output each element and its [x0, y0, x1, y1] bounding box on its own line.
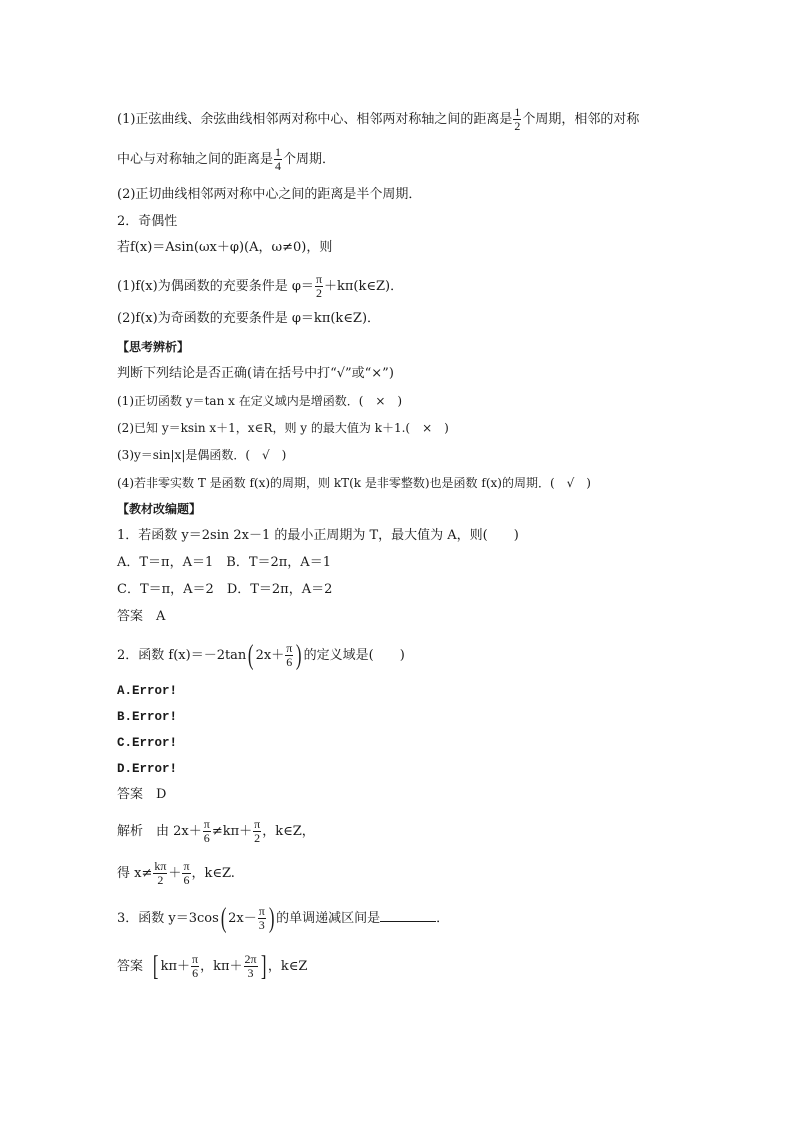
solution-line: 得 x≠ $\frac{k\pi}{2}$ ＋ $\frac{\pi}{6}$ ，k∈Z. — [117, 859, 235, 887]
text-line: 若f(x)＝Asin(ωx＋φ)(A，ω≠0)，则 — [117, 240, 333, 255]
text-line: (1)f(x)为偶函数的充要条件是 φ＝ $\frac{\pi}{2}$ ＋kπ(k∈Z)． — [117, 272, 404, 300]
question-line: 3．函数 y＝3cos( 2x－ $\frac{\pi}{3}$ ) 的单调递减区间是 ． — [117, 902, 450, 934]
question-line: 1．若函数 y＝2sin 2x－1 的最小正周期为 T，最大值为 A，则( ) — [117, 528, 519, 543]
answer-line: 答案 A — [117, 609, 166, 624]
fraction: $\frac{\pi}{3}$ — [258, 904, 265, 932]
options-line: C．T＝π，A＝2 D．T＝2π，A＝2 — [117, 582, 333, 597]
fraction: $\frac{\pi}{6}$ — [203, 817, 210, 845]
statement-line: (4)若非零实数 T 是函数 f(x)的周期，则 kT(k 是非零整数)也是函数 f(x)的周期．( √ ) — [117, 476, 591, 490]
answer-line: 答案 D — [117, 787, 167, 802]
fraction: $\frac{\pi}{6}$ — [183, 859, 190, 887]
text-line: 中心与对称轴之间的距离是 $\frac{1}{4}$ 个周期． — [117, 145, 336, 173]
fraction: $\frac{1}{2}$ — [514, 105, 521, 133]
statement-line: (2)已知 y＝ksin x＋1，x∈R，则 y 的最大值为 k＋1.( × ) — [117, 421, 449, 435]
fraction: $\frac{\pi}{6}$ — [192, 952, 199, 980]
option-error: A.Error! — [117, 684, 178, 698]
answer-line: 答案 [ kπ＋ $\frac{\pi}{6}$ ，kπ＋ $\frac{2\pi}{3}$ ] ，k∈Z — [117, 950, 308, 982]
fraction: $\frac{k\pi}{2}$ — [154, 859, 167, 887]
question-line: 2．函数 f(x)＝－2tan( 2x＋ $\frac{\pi}{6}$ ) 的定义域是( ) — [117, 639, 405, 671]
solution-line: 解析 由 2x＋ $\frac{\pi}{6}$ ≠kπ＋ $\frac{\pi}{2}$ ，k∈Z， — [117, 817, 315, 845]
text-line: (2)正切曲线相邻两对称中心之间的距离是半个周期． — [117, 187, 422, 202]
fraction: $\frac{\pi}{2}$ — [315, 272, 322, 300]
option-error: B.Error! — [117, 710, 178, 724]
answer-blank — [380, 909, 436, 922]
options-line: A．T＝π，A＝1 B．T＝2π，A＝1 — [117, 555, 331, 570]
statement-line: (3)y＝sin|x|是偶函数．( √ ) — [117, 448, 287, 462]
option-error: C.Error! — [117, 736, 178, 750]
text-line: (1)正弦曲线、余弦曲线相邻两对称中心、相邻两对称轴之间的距离是 $\frac{1}{2}$ 个周期，相邻的对称 — [117, 105, 640, 133]
section-label: 【思考辨析】 — [117, 340, 190, 354]
option-error: D.Error! — [117, 762, 178, 776]
fraction: $\frac{1}{4}$ — [275, 145, 282, 173]
section-heading: 2．奇偶性 — [117, 214, 178, 229]
fraction: $\frac{2\pi}{3}$ — [244, 952, 257, 980]
fraction: $\frac{\pi}{2}$ — [254, 817, 261, 845]
fraction: $\frac{\pi}{6}$ — [286, 641, 293, 669]
section-label: 【教材改编题】 — [117, 502, 202, 516]
statement-line: (1)正切函数 y＝tan x 在定义域内是增函数．( × ) — [117, 394, 403, 408]
text-line: 判断下列结论是否正确(请在括号中打“√”或“×”) — [117, 366, 394, 381]
text-line: (2)f(x)为奇函数的充要条件是 φ＝kπ(k∈Z)． — [117, 311, 381, 326]
